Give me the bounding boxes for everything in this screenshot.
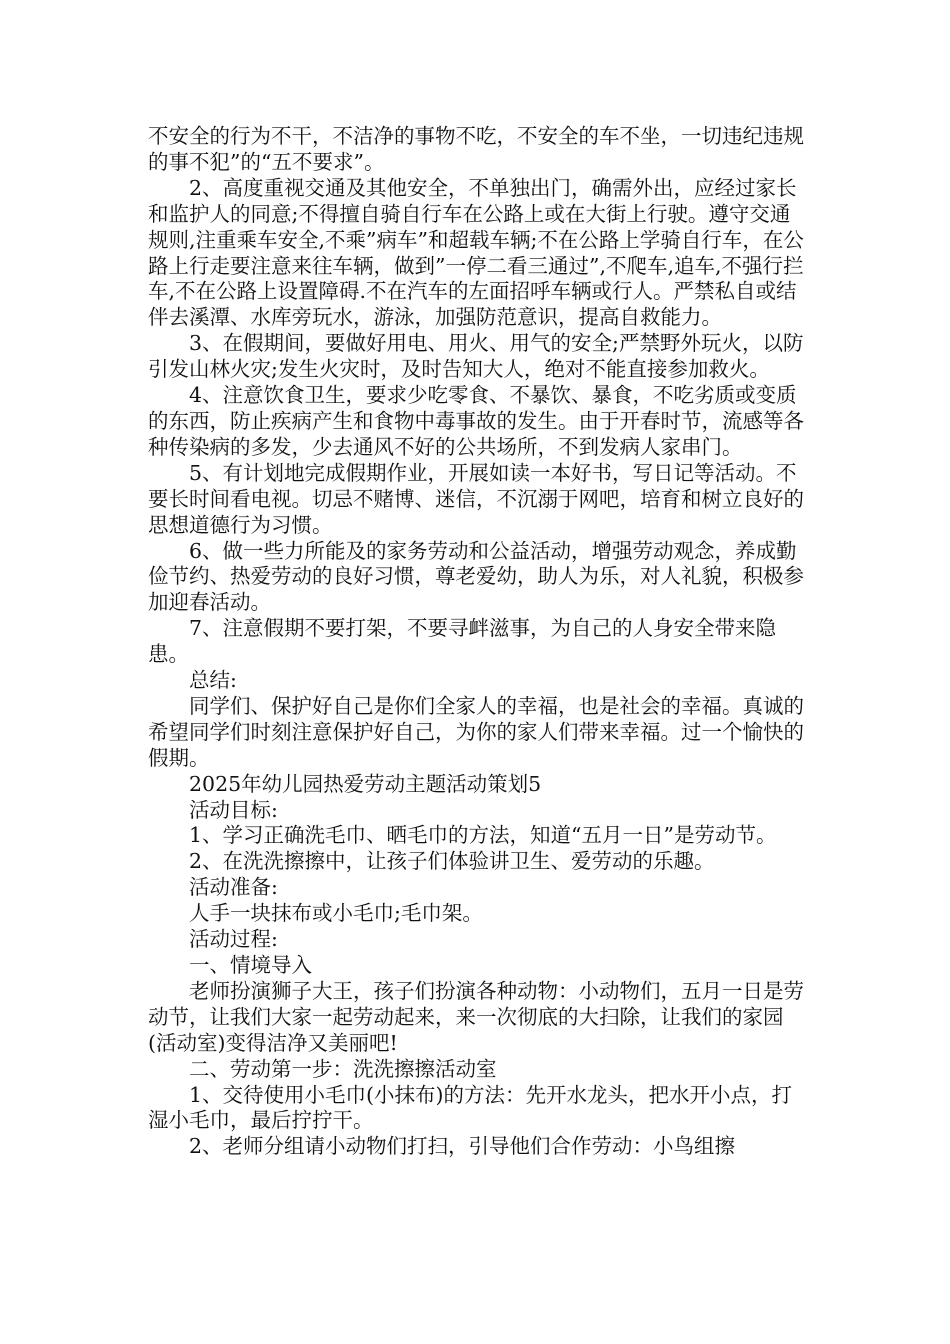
activity-prep-heading: 活动准备: bbox=[189, 875, 278, 900]
goal-item-2: 2、在洗洗擦擦中，让孩子们体验讲卫生、爱劳动的乐趣。 bbox=[189, 849, 715, 874]
activity-prep-text: 人手一块抹布或小毛巾;毛巾架。 bbox=[189, 901, 483, 926]
section-title: 2025年幼儿园热爱劳动主题活动策划5 bbox=[189, 771, 542, 796]
towel-method-item: 1、交待使用小毛巾(小抹布)的方法：先开水龙头，把水开小点，打湿小毛巾，最后拧拧干。 bbox=[148, 1082, 793, 1133]
paragraph-traffic-safety: 2、高度重视交通及其他安全，不单独出门，确需外出，应经过家长和监护人的同意;不得擅自骑自行车在公路上或在大街上行驶。遵守交通规则,注重乘车安全,不乘”病车”和超载车辆;不在公路上学骑自行车，在公路上行走要注意来往车辆，做到”一停二看三通过”,不爬车,追车,不强行拦车,不在公路上设置障碍.不在汽车的左面招呼车辆或行人。严禁私自或结伴去溪潭、水库旁玩水，游泳，加强防范意识，提高自救能力。 bbox=[148, 175, 804, 330]
goal-item-1: 1、学习正确洗毛巾、晒毛巾的方法，知道“五月一日”是劳动节。 bbox=[189, 823, 777, 848]
paragraph-lion-king: 老师扮演狮子大王，孩子们扮演各种动物：小动物们，五月一日是劳动节，让我们大家一起劳动起来，来一次彻底的大扫除，让我们的家园(活动室)变得洁净又美丽吧! bbox=[148, 978, 804, 1055]
paragraph-homework: 5、有计划地完成假期作业，开展如读一本好书，写日记等活动。不要长时间看电视。切忌不赌博、迷信，不沉溺于网吧，培育和树立良好的思想道德行为习惯。 bbox=[148, 460, 804, 537]
group-cleaning-item: 2、老师分组请小动物们打扫，引导他们合作劳动：小鸟组擦 bbox=[189, 1134, 736, 1159]
document-body bbox=[148, 124, 808, 1160]
paragraph-no-fighting: 7、注意假期不要打架，不要寻衅滋事，为自己的人身安全带来隐患。 bbox=[148, 616, 777, 667]
paragraph-food-hygiene: 4、注意饮食卫生，要求少吃零食、不暴饮、暴食，不吃劣质或变质的东西，防止疾病产生和食物中毒事故的发生。由于开春时节，流感等各种传染病的多发，少去通风不好的公共场所，不到发病人家串门。 bbox=[148, 383, 804, 459]
paragraph-fire-safety: 3、在假期间，要做好用电、用火、用气的安全;严禁野外玩火，以防引发山林火灾;发生火灾时，及时告知大人，绝对不能直接参加救火。 bbox=[148, 331, 804, 382]
activity-process-heading: 活动过程: bbox=[189, 927, 278, 952]
step-intro-heading: 一、情境导入 bbox=[189, 953, 312, 977]
step-two-heading: 二、劳动第一步：洗洗擦擦活动室 bbox=[189, 1056, 497, 1081]
paragraph-five-rules-end: 不安全的行为不干，不洁净的事物不吃，不安全的车不坐，一切违纪违规的事不犯”的“五不要求”。 bbox=[148, 124, 804, 174]
activity-goals-heading: 活动目标: bbox=[189, 797, 278, 822]
paragraph-housework: 6、做一些力所能及的家务劳动和公益活动，增强劳动观念，养成勤俭节约、热爱劳动的良好习惯，尊老爱幼，助人为乐，对人礼貌，积极参加迎春活动。 bbox=[148, 538, 804, 615]
summary-heading: 总结: bbox=[189, 668, 237, 693]
paragraph-summary: 同学们、保护好自己是你们全家人的幸福，也是社会的幸福。真诚的希望同学们时刻注意保护好自己，为你的家人们带来幸福。过一个愉快的假期。 bbox=[148, 693, 804, 770]
